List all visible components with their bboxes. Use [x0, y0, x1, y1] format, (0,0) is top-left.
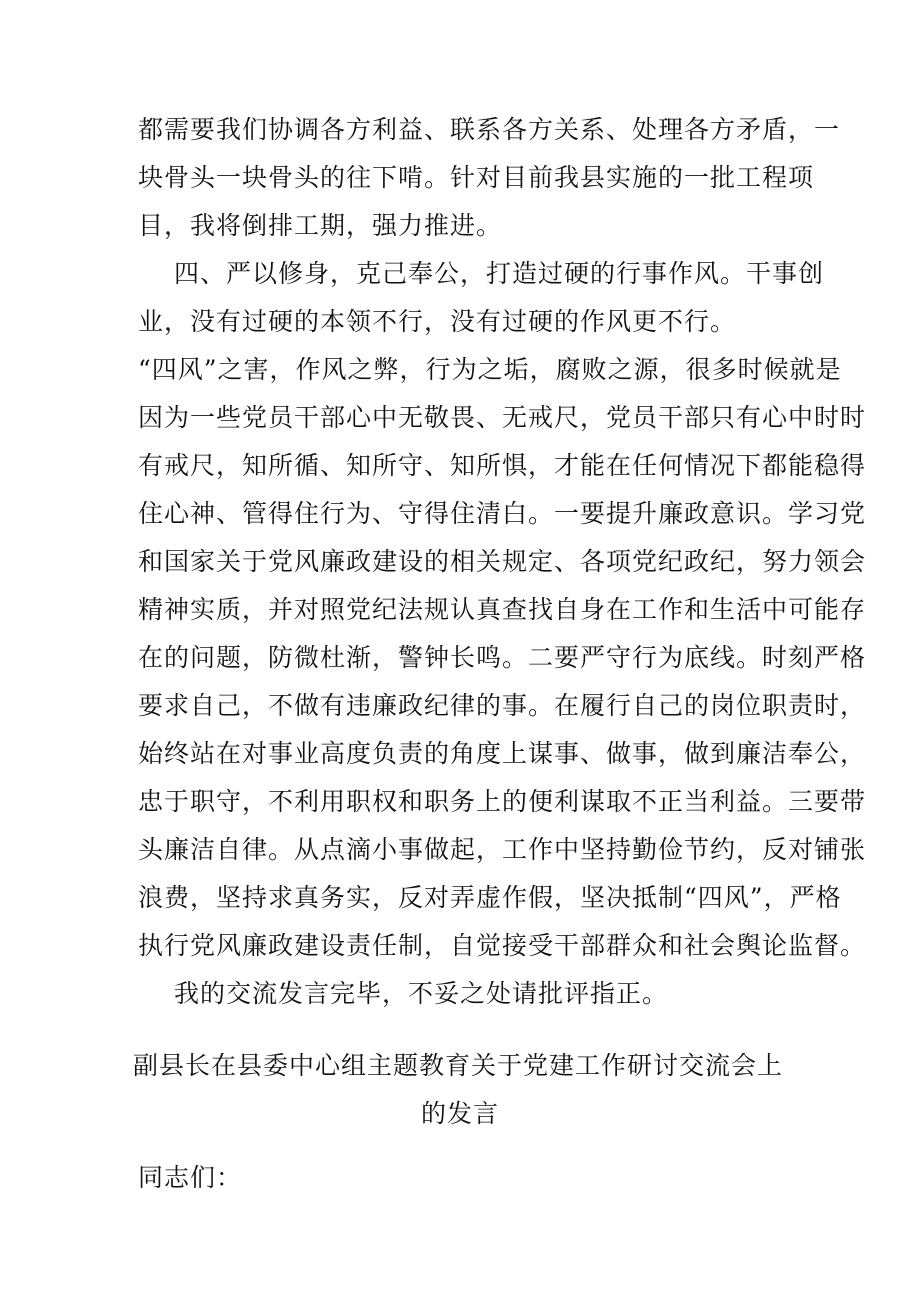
- body-line: 要求自己，不做有违廉政纪律的事。在履行自己的岗位职责时，: [138, 691, 867, 720]
- body-line: 在的问题，防微杜渐，警钟长鸣。二要严守行为底线。时刻严格: [138, 643, 867, 672]
- section-heading-line: 四、严以修身，克己奉公，打造过硬的行事作风。干事创: [174, 259, 825, 288]
- speech-title-continued: 的发言: [420, 1099, 499, 1128]
- body-line: 头廉洁自律。从点滴小事做起，工作中坚持勤俭节约，反对铺张: [138, 835, 867, 864]
- body-line: 有戒尺，知所循、知所守、知所惧，才能在任何情况下都能稳得: [138, 451, 867, 480]
- speech-title: 副县长在县委中心组主题教育关于党建工作研讨交流会上: [132, 1051, 783, 1080]
- body-line: 执行党风廉政建设责任制，自觉接受干部群众和社会舆论监督。: [138, 931, 867, 960]
- body-line: 和国家关于党风廉政建设的相关规定、各项党纪政纪，努力领会: [138, 547, 867, 576]
- body-line: 始终站在对事业高度负责的角度上谋事、做事，做到廉洁奉公，: [138, 739, 867, 768]
- body-line: 忠于职守，不利用职权和职务上的便利谋取不正当利益。三要带: [138, 787, 867, 816]
- body-line: 精神实质，并对照党纪法规认真查找自身在工作和生活中可能存: [138, 595, 867, 624]
- body-line: 住心神、管得住行为、守得住清白。一要提升廉政意识。学习党: [138, 499, 867, 528]
- body-line: 因为一些党员干部心中无敬畏、无戒尺，党员干部只有心中时时: [138, 403, 867, 432]
- body-line: 都需要我们协调各方利益、联系各方关系、处理各方矛盾，一: [138, 115, 841, 144]
- body-line: “四风”之害，作风之弊，行为之垢，腐败之源，很多时候就是: [138, 355, 842, 384]
- salutation: 同志们：: [138, 1163, 243, 1192]
- closing-line: 我的交流发言完毕，不妥之处请批评指正。: [174, 979, 669, 1008]
- body-line: 浪费，坚持求真务实，反对弄虚作假，坚决抵制“四风”，严格: [138, 883, 842, 912]
- body-line: 业，没有过硬的本领不行，没有过硬的作风更不行。: [138, 307, 737, 336]
- body-line: 块骨头一块骨头的往下啃。针对目前我县实施的一批工程项: [138, 163, 815, 192]
- body-line: 目，我将倒排工期，强力推进。: [138, 211, 503, 240]
